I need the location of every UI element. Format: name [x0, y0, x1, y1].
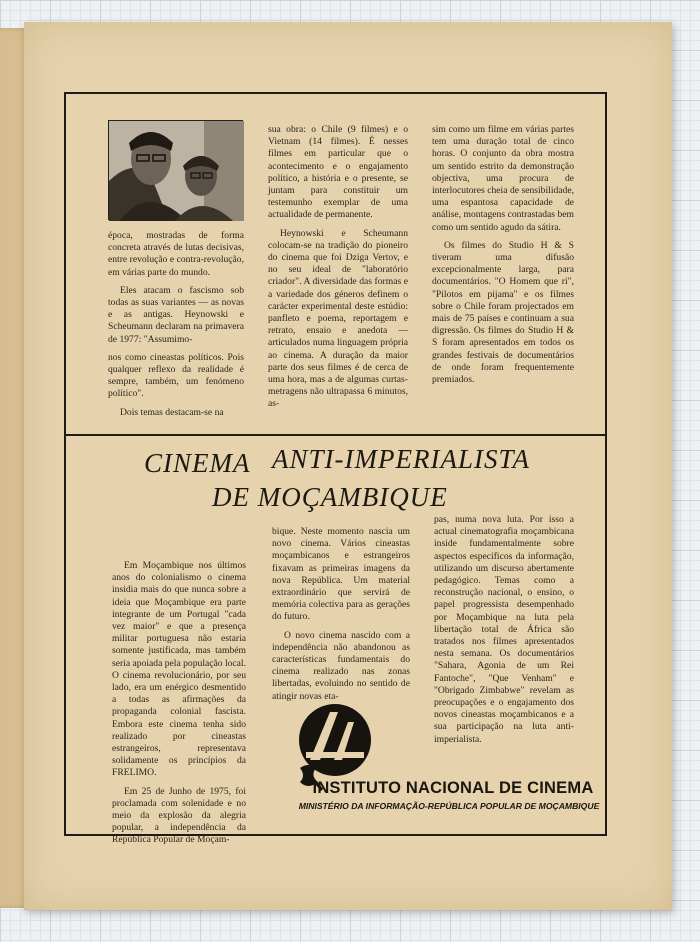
- paragraph: Em 25 de Junho de 1975, foi proclamada com solenidade e no meio da explosão da alegria popular, a independência da República Popular de Moçam-: [112, 785, 246, 846]
- content-frame: [64, 92, 607, 846]
- paragraph: Dois temas destacam-se na: [120, 406, 224, 418]
- paragraph: pas, numa nova luta. Por isso a actual cinematografia moçambicana inside fundamentalmente sobre aspectos específicos da informação, utilizando um discurso abertamente pedagógico. Temas como a reconstrução nacional, o ensino, o papel progressista desempenhado por Moçambique na luta pela libertação total de África são tratados nos filmes apresentados nesta semana. Os documentários "Sahara, Agonia de um Rei Fantoche", "Que Venham" e "Obrigado Zimbabwe" revelam as preocupações e o engajamento dos novos cineastas moçambicanos e a sua participação na luta anti-imperialista.: [434, 514, 574, 745]
- photo-image: [109, 121, 244, 221]
- section-title-anti-imperialista: ANTI-IMPERIALISTA: [272, 444, 530, 474]
- top-column-1: [108, 230, 244, 428]
- section-title-mocambique: DE MOÇAMBIQUE: [212, 482, 448, 512]
- bottom-column-2: [272, 526, 410, 706]
- paragraph: sua obra: o Chile (9 filmes) e o Vietnam (14 filmes). É nesses filmes em particular que o acontecimento e o engajamento político, a história e o presente, se juntam para constituir um testemunho exemplar de uma actualidade de permanente.: [268, 124, 408, 221]
- paragraph: Os filmes do Studio H & S tiveram uma difusão excepcionalmente larga, para documentários. "O Homem que ri", "Pilotos em pijama" e os filmes sobre o Chile foram projectados em mais de 75 países e continuam a sua digressão. Os filmes do Studio H & S foram apresentados em todos os grandes festivais de documentários de onde foram frequentemente premiados.: [432, 239, 574, 386]
- paragraph: bique. Neste momento nascia um novo cinema. Vários cineastas moçambicanos e estrangeiros fixavam as primeiras imagens da nova República. Um material extraordinário que servirá de memória colectiva para as gerações do futuro.: [272, 526, 410, 623]
- bottom-column-1: [112, 560, 246, 846]
- paragraph: Em Moçambique nos últimos anos do colonialismo o cinema insidia mais do que nunca sobre a ideia que Moçambique era parte integrante de um Portugal "cada vez maior" e que a presença militar portuguesa não estaria somente justificada, mas também seria apoiada pela população local. O cinema revolucionário, por seu lado, era um enérgico desmentido a todas as afirmações da propaganda colonial fascista. Embora este cinema tenha sido realizado por cineastas estrangeiros, representava solidamente os princípios da FRELIMO.: [112, 560, 246, 779]
- photo-filmmakers: [108, 120, 243, 220]
- top-column-2: [268, 124, 408, 428]
- paragraph: Heynowski e Scheumann colocam-se na tradição do pioneiro do cinema que foi Dziga Vertov, e no seu ideal de "laboratório criador". A diversidade das formas e a variedade dos géneros definem o carácter experimental deste estúdio: panfleto e poema, reportagem e retrato, ensaio e anedota — articulados numa linguagem própria ao cinema. A duração da maior parte dos seus filmes é de cerca de uma hora, mas a de algumas curtas-metragens não ultrapassa 6 minutos, as-: [268, 227, 408, 410]
- paragraph: época, mostradas de forma concreta através de lutas decisivas, entre revolução e contra-revolução, em várias parte do mundo.: [108, 230, 244, 278]
- paragraph: O novo cinema nascido com a independência não abandonou as características fundamentais do cinema realizado nas zonas libertadas, evoluindo no sentido de atingir novas eta-: [272, 629, 410, 702]
- paragraph: sim como um filme em várias partes tem uma duração total de cinco horas. O conjunto da obra mostra um sentido estrito da demonstração objectiva, uma procura de interlocutores cheia de sensibilidade, uma espantosa capacidade de análise, montagens contrastadas bem como um sentido agudo da sátira.: [432, 124, 574, 233]
- paragraph: nos como cineastas políticos. Pois qualquer reflexo da realidade é sempre, também, um fenómeno político".: [108, 351, 244, 400]
- paragraph: Eles atacam o fascismo sob todas as suas variantes — as novas e as antigas. Heynowski e Scheumann declaram na primavera de 1977: "Assumimo-: [108, 284, 244, 345]
- top-column-3: [432, 124, 574, 428]
- bottom-column-3: [434, 514, 574, 772]
- institute-name: INSTITUTO NACIONAL DE CINEMA: [312, 779, 594, 797]
- section-title-cinema: CINEMA: [144, 448, 251, 478]
- institute-subtitle: MINISTÉRIO DA INFORMAÇÃO-REPÚBLICA POPULAR DE MOÇAMBIQUE: [298, 801, 600, 811]
- document-page: [24, 22, 672, 910]
- section-divider: [66, 434, 605, 436]
